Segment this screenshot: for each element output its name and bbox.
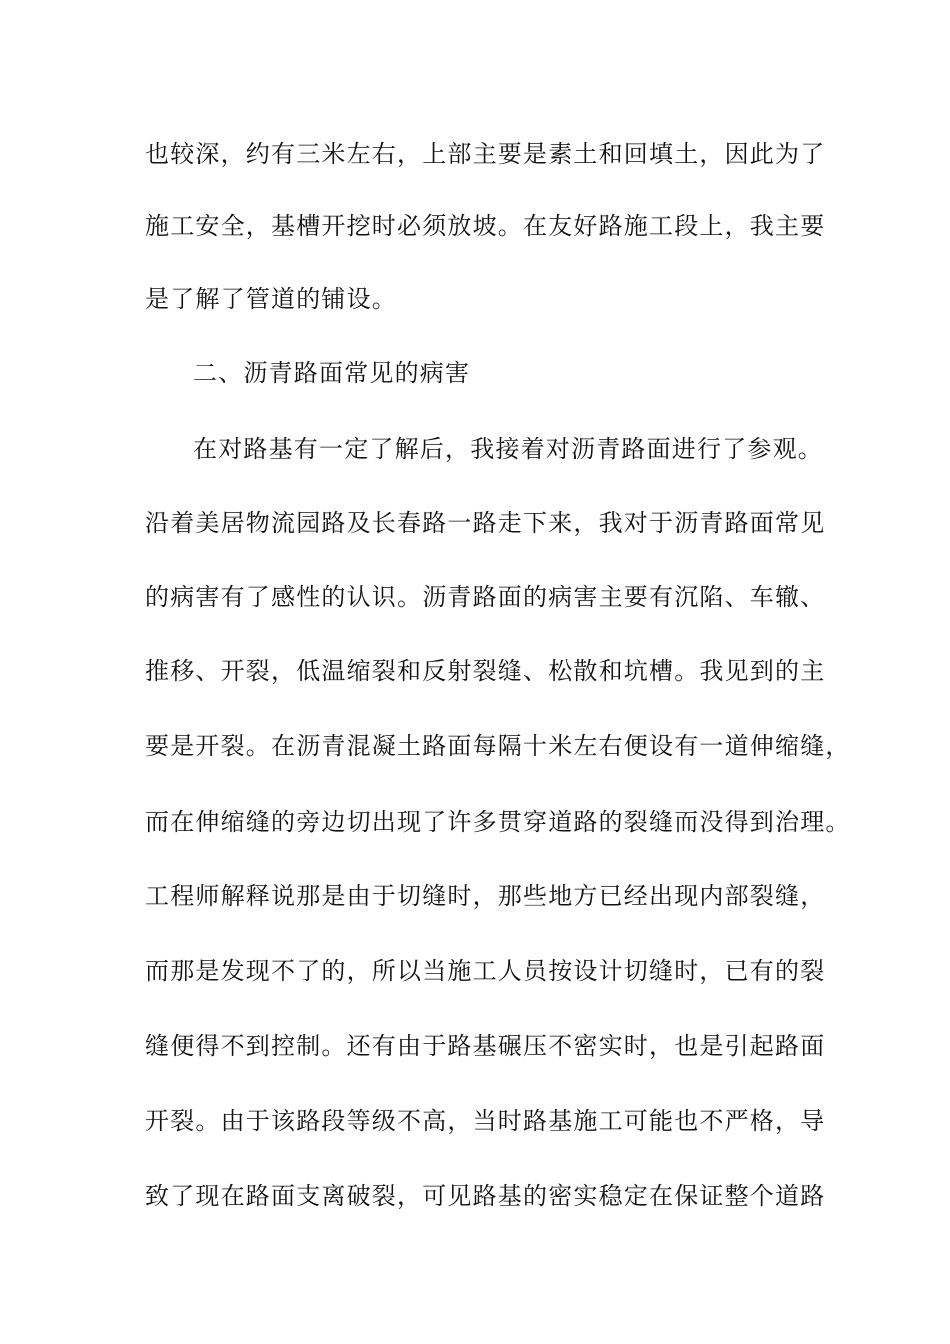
paragraph-line: 缝便得不到控制。还有由于路基碾压不密实时，也是引起路面 (145, 1032, 826, 1060)
paragraph-line: 施工安全，基槽开挖时必须放坡。在友好路施工段上，我主要 (145, 212, 826, 240)
paragraph-line: 推移、开裂，低温缩裂和反射裂缝、松散和坑槽。我见到的主 (145, 657, 826, 685)
paragraph-line: 致了现在路面支离破裂，可见路基的密实稳定在保证整个道路 (145, 1182, 826, 1210)
paragraph-line: 工程师解释说那是由于切缝时，那些地方已经出现内部裂缝， (145, 882, 826, 910)
paragraph-line: 在对路基有一定了解后，我接着对沥青路面进行了参观。 (193, 435, 823, 463)
paragraph-line: 也较深，约有三米左右，上部主要是素土和回填土，因此为了 (145, 140, 826, 168)
paragraph-line: 要是开裂。在沥青混凝土路面每隔十米左右便设有一道伸缩缝， (145, 732, 851, 760)
paragraph-line: 是了解了管道的铺设。 (145, 285, 397, 313)
paragraph-line: 沿着美居物流园路及长春路一路走下来，我对于沥青路面常见 (145, 509, 826, 537)
section-heading: 二、沥青路面常见的病害 (193, 359, 471, 387)
paragraph-line: 开裂。由于该路段等级不高，当时路基施工可能也不严格，导 (145, 1107, 826, 1135)
paragraph-line: 的病害有了感性的认识。沥青路面的病害主要有沉陷、车辙、 (145, 583, 826, 611)
paragraph-line: 而那是发现不了的，所以当施工人员按设计切缝时，已有的裂 (145, 957, 826, 985)
paragraph-line: 而在伸缩缝的旁边切出现了许多贯穿道路的裂缝而没得到治理。 (145, 808, 851, 836)
